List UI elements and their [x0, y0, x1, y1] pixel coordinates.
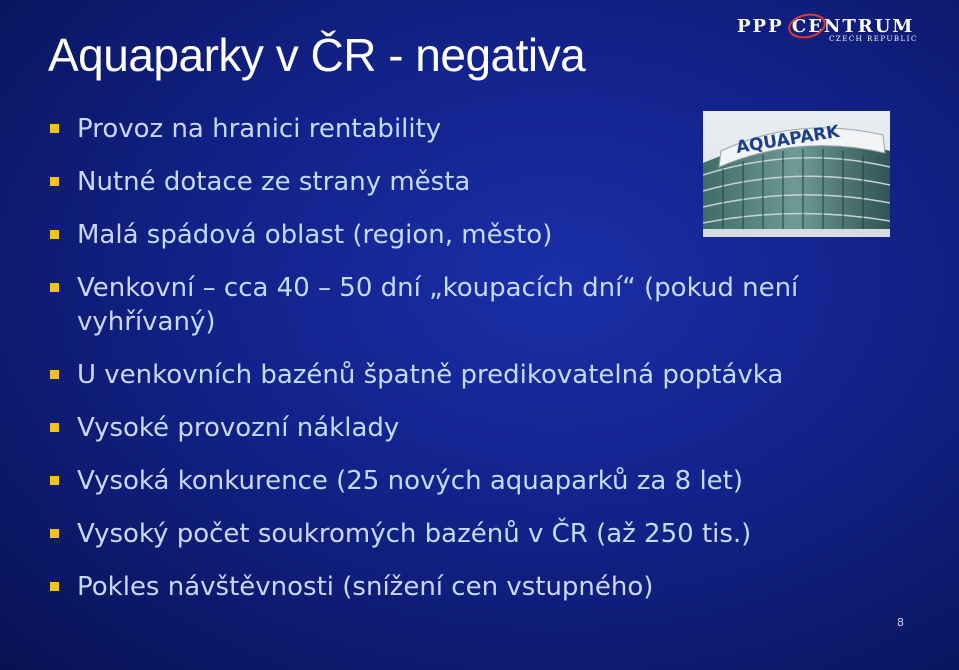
- bullet-item: [50, 411, 930, 445]
- bullet-text: U venkovních bazénů špatně predikovatelná poptávka: [77, 360, 784, 390]
- bullet-square-icon: [50, 177, 59, 186]
- bullet-square-icon: [50, 124, 59, 133]
- bullet-text: Vysoká konkurence (25 nových aquaparků za 8 let): [77, 466, 743, 496]
- bullet-square-icon: [50, 476, 59, 485]
- logo-main-text: PPP CENTRUM: [737, 16, 915, 37]
- bullet-square-icon: [50, 423, 59, 432]
- aquapark-sign-text: AQUAPARK: [734, 121, 841, 158]
- bullet-square-icon: [50, 370, 59, 379]
- logo-swoosh-icon: [785, 12, 829, 42]
- ppp-centrum-logo: [729, 12, 957, 46]
- bullet-square-icon: [50, 529, 59, 538]
- bullet-square-icon: [50, 582, 59, 591]
- bullet-text: Vysoké provozní náklady: [77, 413, 400, 443]
- bullet-text: Malá spádová oblast (region, město): [77, 220, 553, 250]
- bullet-item: [50, 112, 930, 146]
- bullet-text: Venkovní – cca 40 – 50 dní „koupacích dní“ (pokud není vyhřívaný): [77, 273, 799, 337]
- bullet-item: [50, 570, 930, 604]
- page-number: 8: [897, 616, 904, 629]
- bullet-text: Nutné dotace ze strany města: [77, 167, 471, 197]
- bullet-list: [50, 112, 930, 623]
- bullet-text: Provoz na hranici rentability: [77, 114, 442, 144]
- bullet-item: [50, 165, 930, 199]
- bullet-item: [50, 517, 930, 551]
- bullet-text: Vysoký počet soukromých bazénů v ČR (až 250 tis.): [77, 519, 752, 549]
- bullet-item: [50, 218, 930, 252]
- logo-sub-text: CZECH REPUBLIC: [829, 35, 918, 43]
- bullet-item: [50, 358, 930, 392]
- bullet-square-icon: [50, 283, 59, 292]
- bullet-item: [50, 271, 930, 339]
- bullet-item: [50, 464, 930, 498]
- bullet-text: Pokles návštěvnosti (snížení cen vstupného): [77, 572, 654, 602]
- bullet-square-icon: [50, 230, 59, 239]
- slide-title: Aquaparky v ČR - negativa: [48, 29, 586, 81]
